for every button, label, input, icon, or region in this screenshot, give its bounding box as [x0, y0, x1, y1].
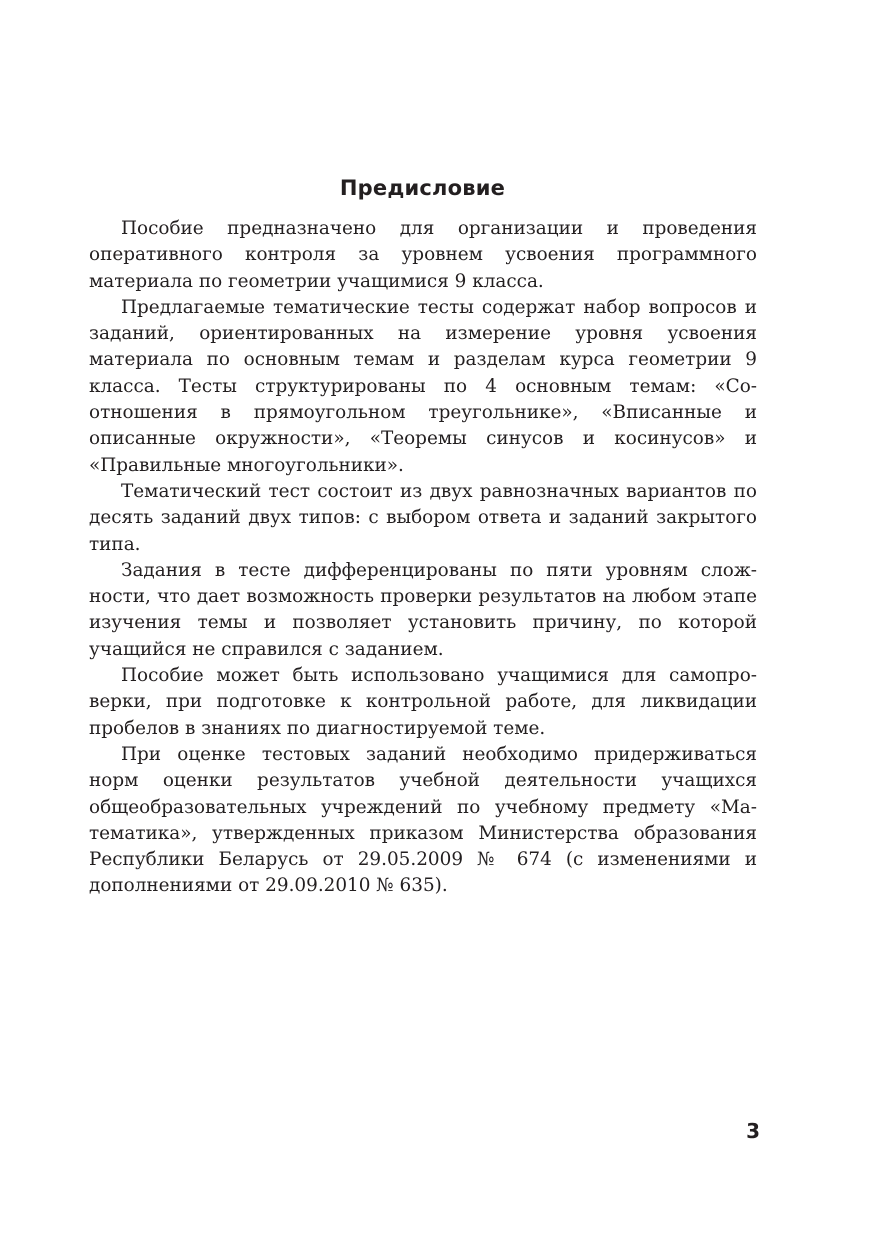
preface-body — [89, 216, 757, 900]
paragraph: Пособие предназначено для организации и проведения оперативного контроля за уровнем усвоения программного материала по геометрии учащимися 9 класса. — [89, 218, 757, 292]
page-title: Предисловие — [339, 176, 506, 201]
paragraph: При оценке тестовых заданий необходимо придерживаться норм оценки результатов учебной деятельности учащихся общеобразовательных учреждений по учебному предмету «Математика», утвержденных приказом Министерства образования Республики Беларусь от 29.05.2009 № 674 (с изменениями и дополнениями от 29.09.2010 № 635). — [89, 743, 757, 897]
paragraph: Пособие может быть использовано учащимися для самопроверки, при подготовке к контрольной работе, для ликвидации пробелов в знаниях по диагностируемой теме. — [89, 665, 757, 739]
page-number: 3 — [746, 1119, 760, 1143]
paragraph: Задания в тесте дифференцированы по пяти уровням сложности, что дает возможность проверки результатов на любом этапе изучения темы и позволяет установить причину, по которой учащийся не справился с заданием. — [89, 559, 757, 660]
paragraph: Тематический тест состоит из двух равнозначных вариантов по десять заданий двух типов: с выбором ответа и заданий закрытого типа. — [89, 480, 757, 555]
paragraph: Предлагаемые тематические тесты содержат набор вопросов и заданий, ориентированных на измерение уровня усвоения материала по основным темам и разделам курса геометрии 9 класса. Тесты структурированы по 4 основным темам: «Соотношения в прямоугольном треугольнике», «Вписанные и описанные окружности», «Теоремы синусов и косинусов» и «Правильные многоугольники». — [89, 296, 757, 476]
